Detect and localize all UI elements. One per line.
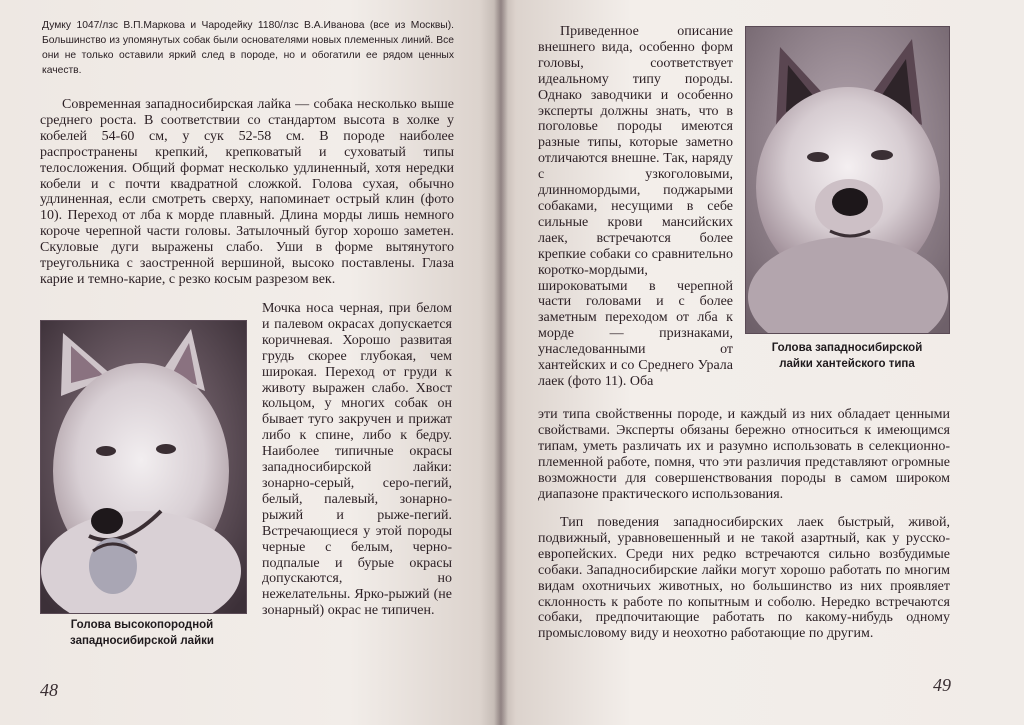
right-paragraph-1: Приведенное описание внешнего вида, особенно форм головы, соответствует идеальному типу породы. Однако заводчики и особенно эксперты должны знать, что в поголовье породы имеются разные типы, которые заметно отличаются внешне. Так, наряду с узкоголовыми, длинномордыми, поджарыми собаками, несущими в себе сильные крови мансийских лаек, встречаются более крепкие собаки со сравнительно коротко-мордыми, широковатыми в черепной части головами и с более заметным переходом от лба к морде — признаками, унаследованными от хантейских и со Среднего Урала лаек (фото 11). Оба (538, 24, 733, 389)
book-gutter (494, 0, 508, 725)
right-photo-caption: Голова западносибирской лайки хантейского типа (771, 342, 923, 370)
left-photo-caption: Голова высокопородной западносибирской лайки (70, 619, 214, 647)
dog-photo-west-siberian (40, 320, 247, 614)
left-page (0, 0, 500, 725)
intro-note: Думку 1047/лзс В.П.Маркова и Чародейку 1180/лзс В.А.Иванова (все из Москвы). Большинство из упомянутых собак были основателями новых племенных линий. Все они не только оставили яркий след в породе, но и обогатили ее рядом ценных качеств. (42, 20, 454, 76)
right-page (500, 0, 1024, 725)
page-number-left: 48 (40, 680, 58, 700)
page-number-right: 49 (933, 675, 951, 695)
left-paragraph-2: Мочка носа черная, при белом и палевом окрасах допускается коричневая. Хорошо развитая грудь скорее глубокая, чем широкая. Переход от груди к животу выражен слабо. Хвост кольцом, у многих собак он бывает туго закручен и прижат либо к спине, либо к бедру. Наиболее типичные окрасы западносибирской лайки: зонарно-серый, серо-пегий, белый, палевый, зонарно-рыжий и рыже-пегий. Встречающиеся у этой породы черные с белым, черно-подпалые и бурые окрасы допускаются, но нежелательны. Ярко-рыжий (не зонарный) окрас не типичен. (262, 301, 452, 619)
right-paragraph-2: эти типа свойственны породе, и каждый из них обладает ценными свойствами. Эксперты обязаны бережно относиться к имеющимся типам, уметь различать их и разумно использовать в селекционно-племенной работе, помня, что эти различия представляют огромные возможности для совершенствования породы в самом широком диапазоне практического использования. (538, 407, 950, 502)
dog-photo-khanty-type (745, 26, 950, 334)
right-paragraph-3: Тип поведения западносибирских лаек быстрый, живой, подвижный, уравновешенный и не такой азартный, как у русско-европейских. Среди них редко встречаются сильно возбудимые собаки. Западносибирские лайки могут хорошо работать по многим видам охотничьих животных, но большинство из них проявляет склонность к работе по копытным и соболю. Нередко встречаются собаки, предпочитающие работать по какому-нибудь одному промысловому виду и неохотно работающие по другим. (538, 515, 950, 642)
left-paragraph-1: Современная западносибирская лайка — собака несколько выше среднего роста. В соответствии со стандартом высота в холке у кобелей 54-60 см, у сук 52-58 см. В породе наиболее распространены крепкий, крепковатый и суховатый типы телосложения. Общий формат несколько удлиненный, хотя нередки кобели и с почти квадратной сложкой. Голова сухая, обычно удлиненная, если смотреть сверху, напоминает острый клин (фото 10). Переход от лба к морде плавный. Длина морды лишь немного короче черепной части головы. Затылочный бугор хорошо заметен. Скуловые дуги выражены слабо. Уши в форме вытянутого треугольника с заостренной вершиной, высоко поставлены. Глаза карие и темно-карие, с резко косым разрезом век. (40, 97, 454, 287)
